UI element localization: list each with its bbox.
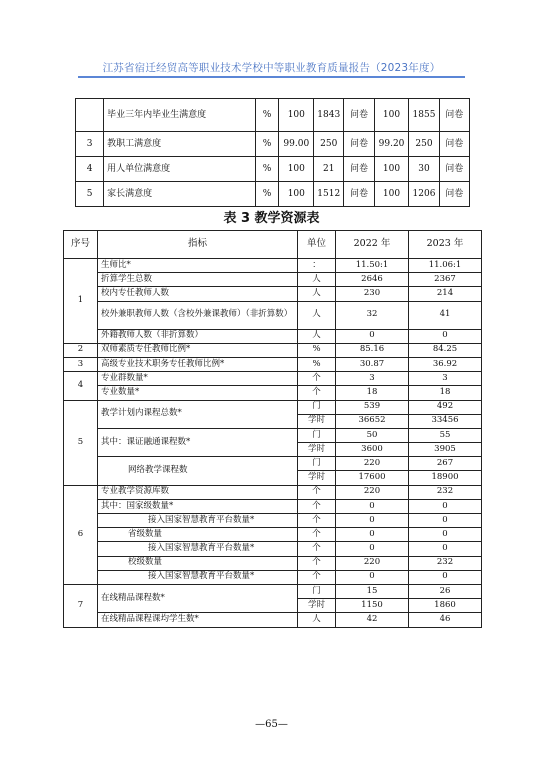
- table-row: 省级数量 个 0 0: [64, 528, 482, 542]
- table-row: 2 双师素质专任教师比例* % 85.16 84.25: [64, 343, 482, 357]
- table-row: 校外兼职教师人数（含校外兼课教师）（非折算数） 人 32 41: [64, 301, 482, 329]
- table-row: 其中：国家级数量* 个 0 0: [64, 499, 482, 513]
- table-row: 5 教学计划内课程总数* 门 539 492: [64, 400, 482, 414]
- page-number: —65—: [255, 719, 288, 730]
- satisfaction-table: [75, 98, 470, 207]
- table-row: 6 专业教学资源库数 个 220 232: [64, 485, 482, 499]
- report-header: 江苏省宿迁经贸高等职业技术学校中等职业教育质量报告（2023年度）: [102, 62, 441, 74]
- table-header-row: 序号 指标 单位 2022 年 2023 年: [64, 231, 482, 259]
- table-row: 毕业三年内毕业生满意度 % 100 1843 问卷 100 1855 问卷: [76, 99, 470, 132]
- table-row: 网络教学课程数 门 220 267: [64, 457, 482, 471]
- table-row: 校级数量 个 220 232: [64, 556, 482, 570]
- table-row: 7 在线精品课程数* 门 15 26: [64, 584, 482, 598]
- table-row: 专业数量* 个 18 18: [64, 386, 482, 400]
- table-row: 其中：课证融通课程数* 门 50 55: [64, 428, 482, 442]
- table-row: 学时 1150 1860: [64, 599, 482, 613]
- table-row: 4 用人单位满意度 % 100 21 问卷 100 30 问卷: [76, 157, 470, 182]
- teaching-resources-table: [63, 230, 482, 628]
- table-row: 在线精品课程课均学生数* 人 42 46: [64, 613, 482, 627]
- table-row: 1 生师比* ： 11.50:1 11.06:1: [64, 259, 482, 273]
- table-row: 学时 36652 33456: [64, 414, 482, 428]
- header-divider: [78, 76, 465, 78]
- table-row: 接入国家智慧教育平台数量* 个 0 0: [64, 514, 482, 528]
- table-row: 接入国家智慧教育平台数量* 个 0 0: [64, 542, 482, 556]
- table-row: 校内专任教师人数 人 230 214: [64, 287, 482, 301]
- table-row: 接入国家智慧教育平台数量* 个 0 0: [64, 570, 482, 584]
- table-row: 折算学生总数 人 2646 2367: [64, 273, 482, 287]
- table-row: 外籍教师人数（非折算数） 人 0 0: [64, 329, 482, 343]
- table-row: 3 教职工满意度 % 99.00 250 问卷 99.20 250 问卷: [76, 132, 470, 157]
- table-row: 4 专业群数量* 个 3 3: [64, 372, 482, 386]
- table-title: 表 3 教学资源表: [223, 211, 320, 226]
- table-row: 学时 3600 3905: [64, 443, 482, 457]
- table-row: 学时 17600 18900: [64, 471, 482, 485]
- table-row: 5 家长满意度 % 100 1512 问卷 100 1206 问卷: [76, 182, 470, 207]
- table-row: 3 高级专业技术职务专任教师比例* % 30.87 36.92: [64, 357, 482, 371]
